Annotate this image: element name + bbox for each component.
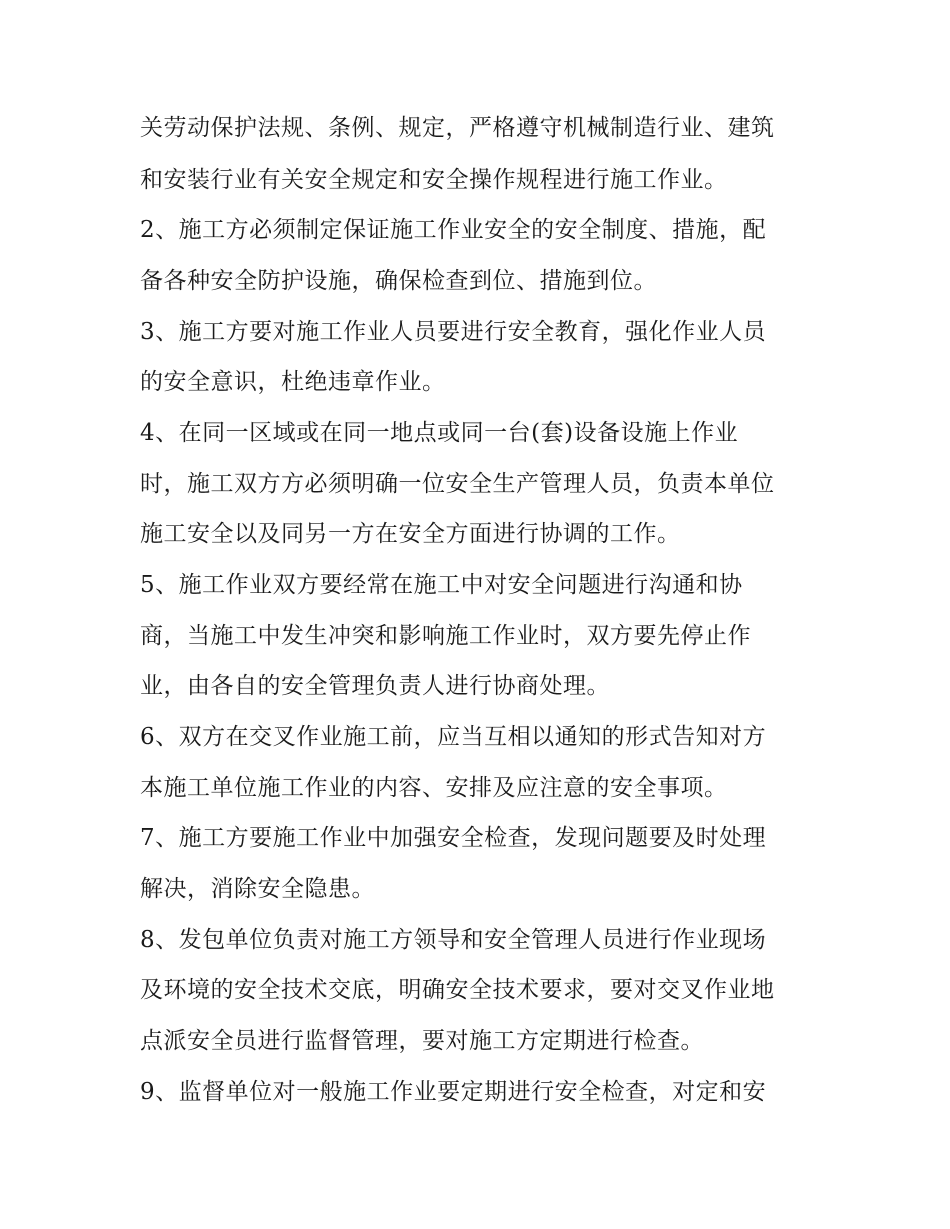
text-line: 备各种安全防护设施，确保检查到位、措施到位。 <box>140 268 657 294</box>
text-line: 解决，消除安全隐患。 <box>140 876 375 902</box>
text-line: 7、施工方要施工作业中加强安全检查，发现问题要及时处理 <box>140 825 767 851</box>
text-line: 6、双方在交叉作业施工前，应当互相以通知的形式告知对方 <box>140 724 767 750</box>
text-line: 商，当施工中发生冲突和影响施工作业时，双方要先停止作 <box>140 623 751 649</box>
text-line: 8、发包单位负责对施工方领导和安全管理人员进行作业现场 <box>140 927 767 953</box>
text-line: 关劳动保护法规、条例、规定，严格遵守机械制造行业、建筑 <box>140 115 775 141</box>
text-line: 5、施工作业双方要经常在施工中对安全问题进行沟通和协 <box>140 572 743 598</box>
text-line: 2、施工方必须制定保证施工作业安全的安全制度、措施，配 <box>140 217 767 243</box>
text-line: 及环境的安全技术交底，明确安全技术要求，要对交叉作业地 <box>140 977 775 1003</box>
text-line: 施工安全以及同另一方在安全方面进行协调的工作。 <box>140 521 681 547</box>
text-line: 业，由各自的安全管理负责人进行协商处理。 <box>140 673 610 699</box>
text-line: 时，施工双方方必须明确一位安全生产管理人员，负责本单位 <box>140 471 775 497</box>
text-line: 的安全意识，杜绝违章作业。 <box>140 369 446 395</box>
text-line: 本施工单位施工作业的内容、安排及应注意的安全事项。 <box>140 775 728 801</box>
text-line: 3、施工方要对施工作业人员要进行安全教育，强化作业人员 <box>140 319 767 345</box>
text-line: 和安装行业有关安全规定和安全操作规程进行施工作业。 <box>140 167 728 193</box>
text-line: 点派安全员进行监督管理，要对施工方定期进行检查。 <box>140 1028 704 1054</box>
text-line: 4、在同一区域或在同一地点或同一台(套)设备设施上作业 <box>140 420 739 446</box>
text-line: 9、监督单位对一般施工作业要定期进行安全检查，对定和安 <box>140 1079 767 1105</box>
